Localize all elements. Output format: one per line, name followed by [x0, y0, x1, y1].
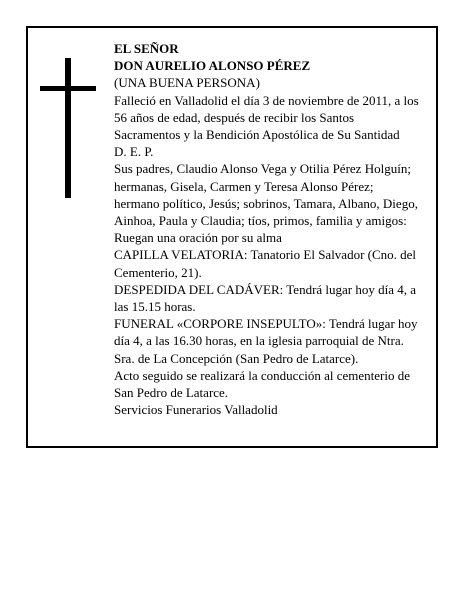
obituary-notice	[26, 26, 438, 448]
chapel-text: Tanatorio El Salvador (Cno. del Cementerio, 21).	[114, 247, 417, 280]
funeral-text: Tendrá lugar hoy día 4, a las 16.30 horas, en la iglesia parroquial de Ntra. Sra. de La Concepción (San Pedro de Latarce).	[114, 316, 418, 366]
prayer-request: Ruegan una oración por su alma	[114, 230, 282, 246]
deceased-name: DON AURELIO ALONSO PÉREZ	[114, 58, 311, 74]
death-paragraph: Falleció en Valladolid el día 3 de noviembre de 2011, a los 56 años de edad, después de recibir los Santos Sacramentos y la Bendición Apostólica de Su Santidad	[114, 92, 419, 143]
family-paragraph: Sus padres, Claudio Alonso Vega y Otilia Pérez Holguín; hermanas, Gisela, Carmen y Teresa Alonso Pérez; hermano político, Jesús; sobrinos, Tamara, Albano, Diego, Ainhoa, Paula y Claudia; tíos, primos, familia y amigos:	[114, 161, 418, 229]
rip: D. E. P.	[114, 144, 154, 160]
chapel-paragraph	[114, 246, 420, 280]
header-line-1: EL SEÑOR	[114, 41, 179, 56]
cross-icon	[40, 58, 96, 198]
funeral-label: FUNERAL «CORPORE INSEPULTO»:	[114, 316, 326, 332]
farewell-text: Tendrá lugar hoy día 4, a las 15.15 horas.	[114, 281, 417, 315]
conduction-paragraph: Acto seguido se realizará la conducción al cementerio de San Pedro de Latarce.	[114, 367, 410, 401]
obituary-text	[114, 40, 420, 418]
funeral-paragraph	[114, 315, 420, 367]
farewell-label: DESPEDIDA DEL CADÁVER:	[114, 281, 284, 297]
farewell-paragraph	[114, 281, 420, 315]
chapel-label: CAPILLA VELATORIA:	[114, 247, 248, 263]
funeral-services: Servicios Funerarios Valladolid	[114, 402, 278, 418]
epithet: (UNA BUENA PERSONA)	[114, 75, 260, 91]
